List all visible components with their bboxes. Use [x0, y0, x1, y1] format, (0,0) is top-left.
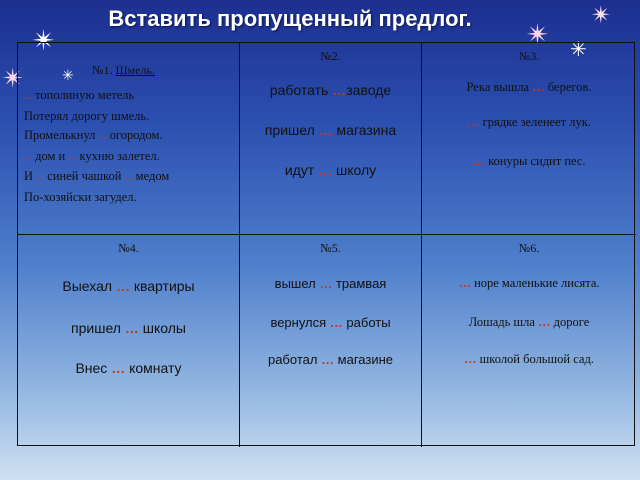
exercise-cell-3: [422, 43, 636, 235]
exercise-number: №2.: [320, 49, 341, 63]
phrase-line: пришел … магазина: [264, 122, 397, 138]
phrase-line: Выехал … квартиры: [62, 278, 195, 294]
phrase-line: Внес … комнату: [75, 360, 182, 376]
exercise-number: №6.: [518, 241, 540, 255]
page-title: Вставить пропущенный предлог.: [108, 6, 472, 31]
phrase-line: идут … школу: [284, 162, 377, 178]
poem: [18, 78, 239, 207]
phrase-line: Река вышла … берегов.: [466, 80, 592, 94]
sparkle-star-icon: ✴: [526, 20, 550, 51]
phrase-line: вернулся … работы: [270, 315, 391, 330]
sparkle-star-icon: ✴: [32, 26, 56, 57]
phrase-line: вышел … трамвая: [274, 276, 387, 291]
sparkle-star-icon: ✳: [62, 69, 74, 84]
poem-line: … дом и … кухню залетел.: [24, 148, 160, 163]
exercise-number: №4.: [118, 241, 139, 255]
exercise-cell-1: [18, 43, 240, 235]
exercise-cell-5: [240, 235, 422, 447]
exercise-number: №3.: [518, 49, 540, 63]
exercise-cell-4: [18, 235, 240, 447]
phrase-line: … грядке зеленеет лук.: [467, 115, 591, 129]
phrase-line: работал … магазине: [267, 352, 394, 367]
poem-line: И … синей чашкой … медом: [24, 169, 170, 183]
poem-line: Потерял дорогу шмель.: [24, 108, 150, 123]
exercise-number: №1. Шмель.: [92, 63, 155, 77]
phrase-line: … конуры сидит пес.: [472, 154, 586, 168]
exercise-cell-2: [240, 43, 422, 235]
exercise-table: [17, 39, 635, 446]
phrase-line: … школой большой сад.: [464, 352, 594, 366]
phrase-line: Лошадь шла … дороге: [468, 315, 590, 329]
exercise-number: №5.: [320, 241, 341, 255]
exercise-cell-6: [422, 235, 636, 447]
poem-line: Промелькнул … огородом.: [24, 128, 163, 142]
poem-line: … тополиную метель: [24, 88, 135, 102]
poem-line: По-хозяйски загудел.: [24, 189, 137, 204]
sparkle-star-icon: ✳: [570, 39, 587, 61]
phrase-line: работать …заводе: [269, 82, 392, 98]
phrase-line: пришел … школы: [71, 320, 186, 336]
sparkle-star-icon: ✴: [591, 3, 612, 29]
phrase-line: … норе маленькие лисята.: [458, 276, 600, 290]
sparkle-star-icon: ✴: [2, 64, 24, 93]
poem-title: Шмель.: [115, 63, 155, 77]
